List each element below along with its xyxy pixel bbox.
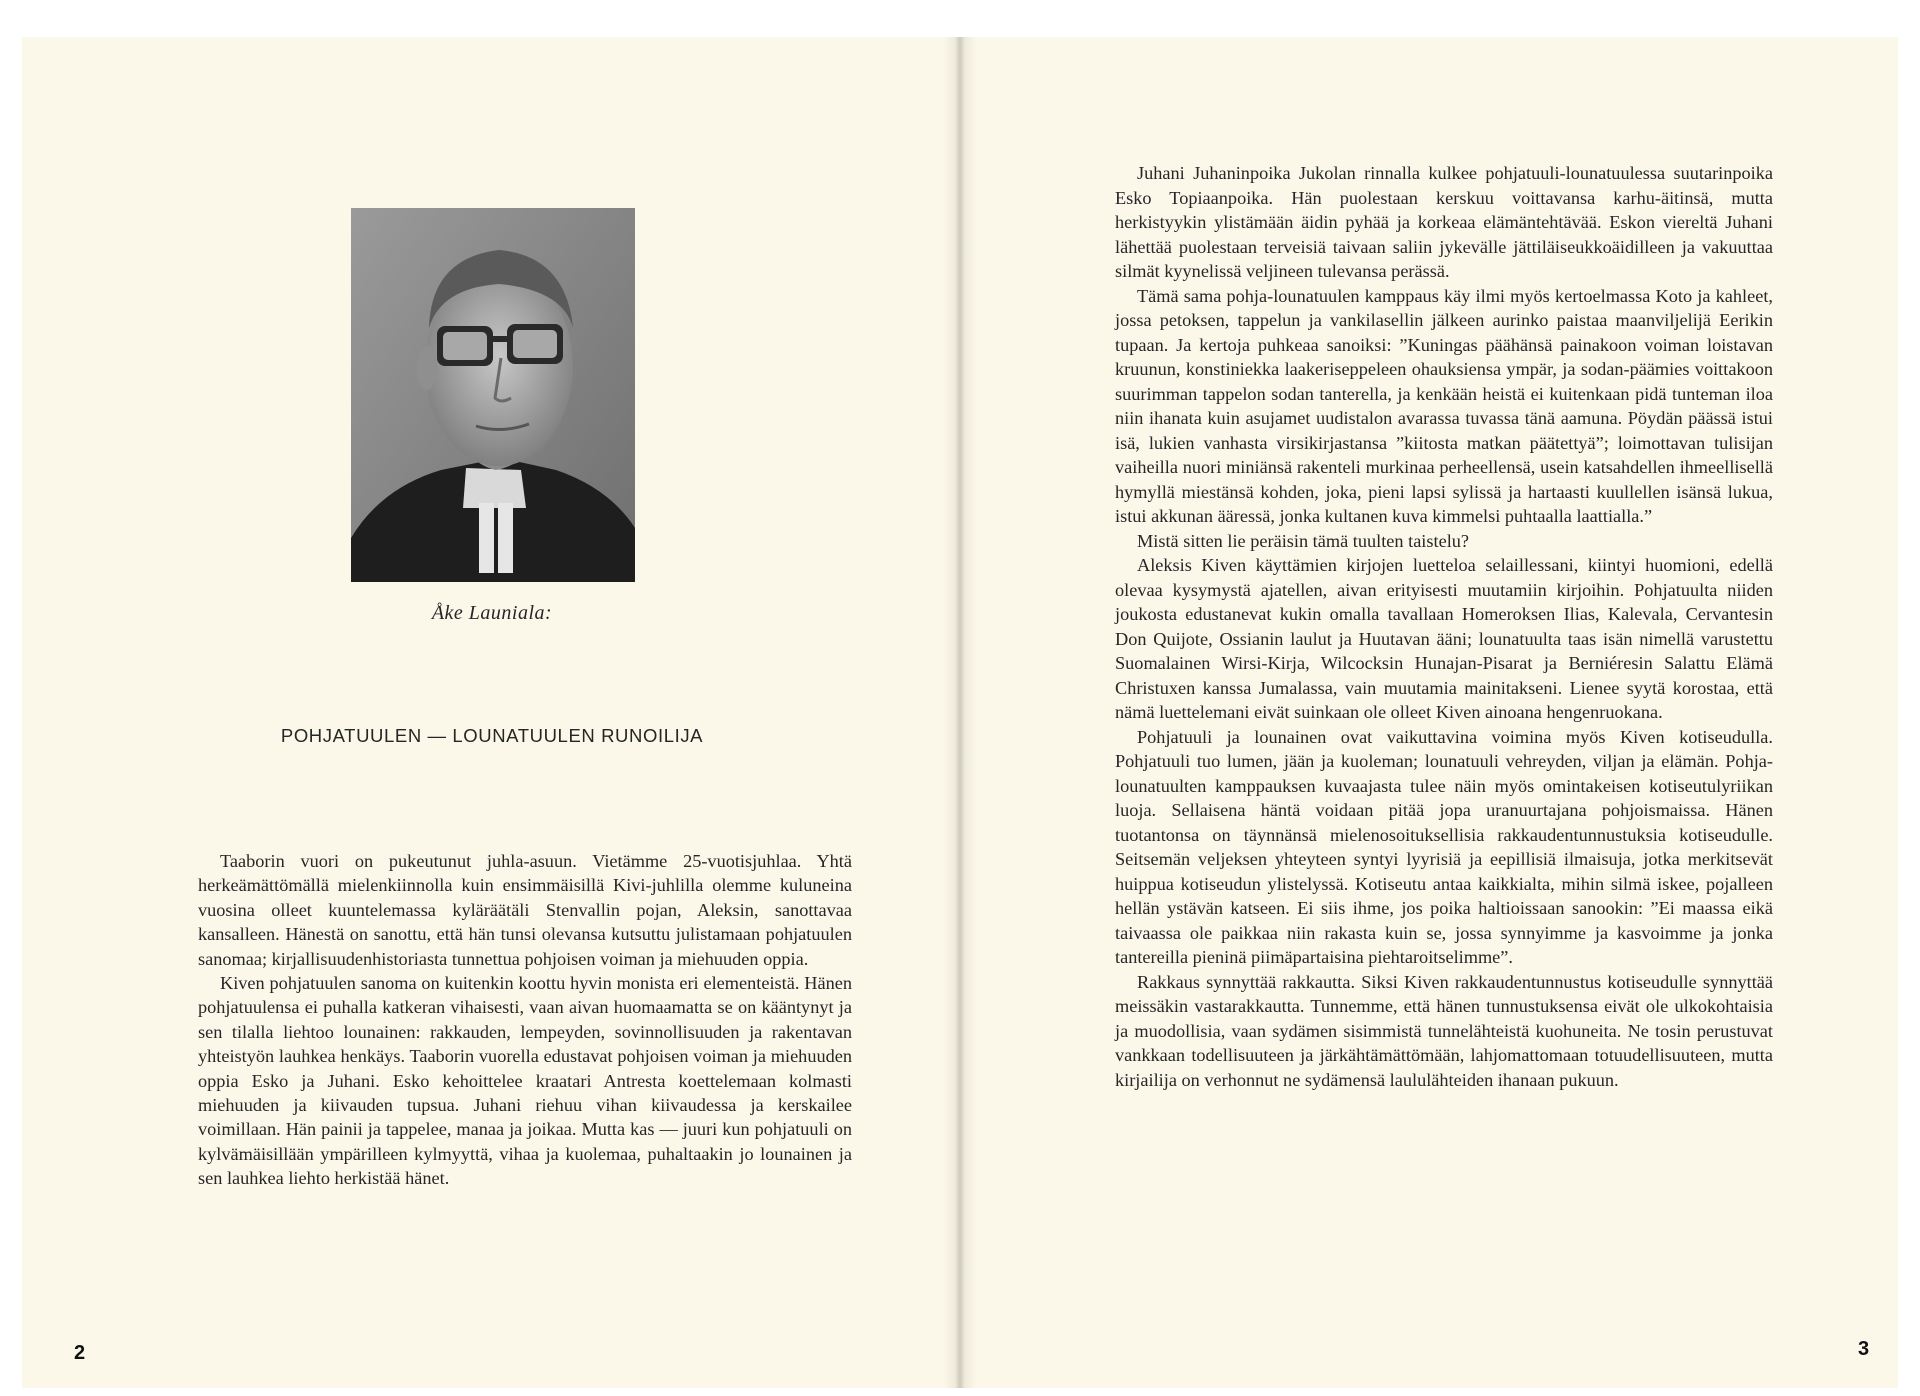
paragraph: Aleksis Kiven käyttämien kirjojen luetteloa selaillessani, kiintyi huomioni, edellä olevaa kysymystä ajatellen, aivan erityisesti muutamiin kirjoihin. Pohjatuulta niiden joukosta edustanevat kukin omalla tavallaan Homeroksen Ilias, Kalevala, Cervantesin Don Quijote, Ossianin laulut ja Huutavan ääni; lounatuulta taas isän nimellä varustettu Suomalainen Wirsi-Kirja, Wilcocksin Hunajan-Pisarat ja Berniéresin Salattu Elämä Christuxen kanssa Jumalassa, vain muutamia mainitakseni. Lienee syytä korostaa, että nämä luettelemani eivät suinkaan ole olleet Kiven ainoana hengenruokana. bbox=[1115, 555, 1773, 722]
portrait-photo-icon bbox=[351, 208, 635, 582]
page-number-left: 2 bbox=[74, 1342, 86, 1364]
right-body-text bbox=[1115, 161, 1773, 1092]
article-title: POHJATUULEN — LOUNATUULEN RUNOILIJA bbox=[280, 725, 704, 746]
author-caption: Åke Launiala: bbox=[431, 602, 553, 624]
portrait-photo bbox=[351, 208, 635, 582]
paragraph: Pohjatuuli ja lounainen ovat vaikuttavina voimina myös Kiven kotiseudulla. Pohjatuuli tuo lumen, jään ja kuoleman; lounatuuli vehreyden, viljan ja elämän. Pohja-lounatuulten kamppauksen kuvaajasta tulee näin myös omintakeisen kotiseutulyriikan luoja. Sellaisena häntä voidaan pitää jopa uranuurtajana pohjoismaissa. Hänen tuotantonsa on täynnänsä mielenosoituksellisia rakkaudentunnustuksia kotiseudulle. Seitsemän veljeksen yhteyteen syntyi lyyrisiä ja eepillisiä ilmaisuja, jotka merkitsevät huippua kotiseudun ylistelyssä. Kotiseutu antaa kaikkialta, mihin silmä iskee, pojalleen hellän ystävän katseen. Ei siis ihme, jos poika haltioissaan sanookin: ”Ei maassa eikä taivaassa ole paikkaa niin rakasta kuin se, jossa synnyimme ja kasvoimme ja jonka tantereilla pieninä piimäpartaisina piehtaroitselimme”. bbox=[1115, 726, 1773, 967]
paragraph: Juhani Juhaninpoika Jukolan rinnalla kulkee pohjatuuli-lounatuulessa suutarinpoika Esko Topiaanpoika. Hän puolestaan kerskuu voittavansa karhu-äitinsä, mutta herkistyykin ylistämään äidin pyhää ja korkeaa elämäntehtävää. Eskon viereltä Juhani lähettää puolestaan terveisiä taivaan saliin jykevälle jättiläiseukkoäidilleen ja vakuuttaa silmät kyynelissä veljineen tulevansa perässä. bbox=[1115, 163, 1773, 281]
right-page bbox=[960, 37, 1898, 1388]
paragraph: Tämä sama pohja-lounatuulen kamppaus käy ilmi myös kertoelmassa Koto ja kahleet, jossa petoksen, tappelun ja vankilasellin jälkeen aurinko paistaa maanviljelijä Eerikin tupaan. Ja kertoja puhkeaa sanoiksi: ”Kuningas päähänsä painakoon voiman loistavan kruunun, konstiniekka laakeriseppeleen ohauksiensa ympär, ja sodan-päämies voittakoon suurimman tappelon sodan tanterella, ja kenkään heistä ei kuitenkaan pidä tunteman iloa niin ihanata kuin asujamet uudistalon avarassa tuvassa tänä aamuna. Pöydän päässä istui isä, lukien vanhasta virsikirjastansa ”kiitosta matkan päätettyä”; loimottavan tulisijan vaiheilla nuori miniänsä rakenteli murkinaa perheellensä, usein katsahdellen ihmeellisellä hymyllä miestänsä kohden, joka, pieni lapsi sylissä ja hartaasti kuullellen isänsä lukua, istui akkunan ääressä, jonka kultanen kuva kimmelsi puhtaalla laattialla.” bbox=[1115, 285, 1773, 526]
paragraph: Rakkaus synnyttää rakkautta. Siksi Kiven rakkaudentunnustus kotiseudulle synnyttää meissäkin vastarakkautta. Tunnemme, että hänen tunnustuksensa eivät ole ulkokohtaisia ja muodollisia, vaan sydämen sisimmistä tunnelähteistä kuohuneita. Ne tosin perustuvat vankkaan todellisuuteen ja järkähtämättömään, lahjomattomaan totuudellisuuteen, mutta kirjailija on verhonnut ne sydämensä laululähteiden ihanaan pukuun. bbox=[1115, 971, 1773, 1090]
paragraph: Taaborin vuori on pukeutunut juhla-asuun. Vietämme 25-vuotisjuhlaa. Yhtä herkeämättömällä mielenkiinnolla kuin ensimmäisillä Kivi-juhlilla olemme kuluneina vuosina olleet kuuntelemassa kyläräätäli Stenvallin pojan, Aleksin, sanottavaa kansalleen. Hänestä on sanottu, että hän tunsi olevansa kutsuttu julistamaan pohjatuulen sanomaa; kirjallisuudenhistoriasta tunnettua pohjoisen voiman ja miehuuden oppia. bbox=[198, 851, 852, 969]
page-number-right: 3 bbox=[1858, 1338, 1870, 1360]
left-page bbox=[22, 37, 960, 1388]
paragraph: Kiven pohjatuulen sanoma on kuitenkin koottu hyvin monista eri elementeistä. Hänen pohjatuulensa ei puhalla katkeran vihaisesti, vaan aivan huomaamatta se on kääntynyt ja sen tilalla liehtoo lounainen: rakkauden, lempeyden, sovinnollisuuden ja rakentavan yhteistyön lauhkea henkäys. Taaborin vuorella edustavat pohjoisen voiman ja miehuuden oppia Esko ja Juhani. Esko kehoittelee kraatari Antresta koettelemaan kolmasti miehuuden ja kiivauden tupsua. Juhani riehuu vihan kiivaudessa ja kerskailee voimillaan. Hän painii ja tappelee, manaa ja joikaa. Mutta kas — juuri kun pohjatuuli on kylvämäisillään ympärilleen kylmyyttä, vihaa ja kuolemaa, puhaltaakin jo lounainen ja sen lauhkea liehto herkistää hänet. bbox=[198, 973, 852, 1189]
left-body-text bbox=[198, 849, 852, 1191]
paragraph: Mistä sitten lie peräisin tämä tuulten taistelu? bbox=[1137, 530, 1470, 551]
book-spread bbox=[22, 37, 1898, 1388]
